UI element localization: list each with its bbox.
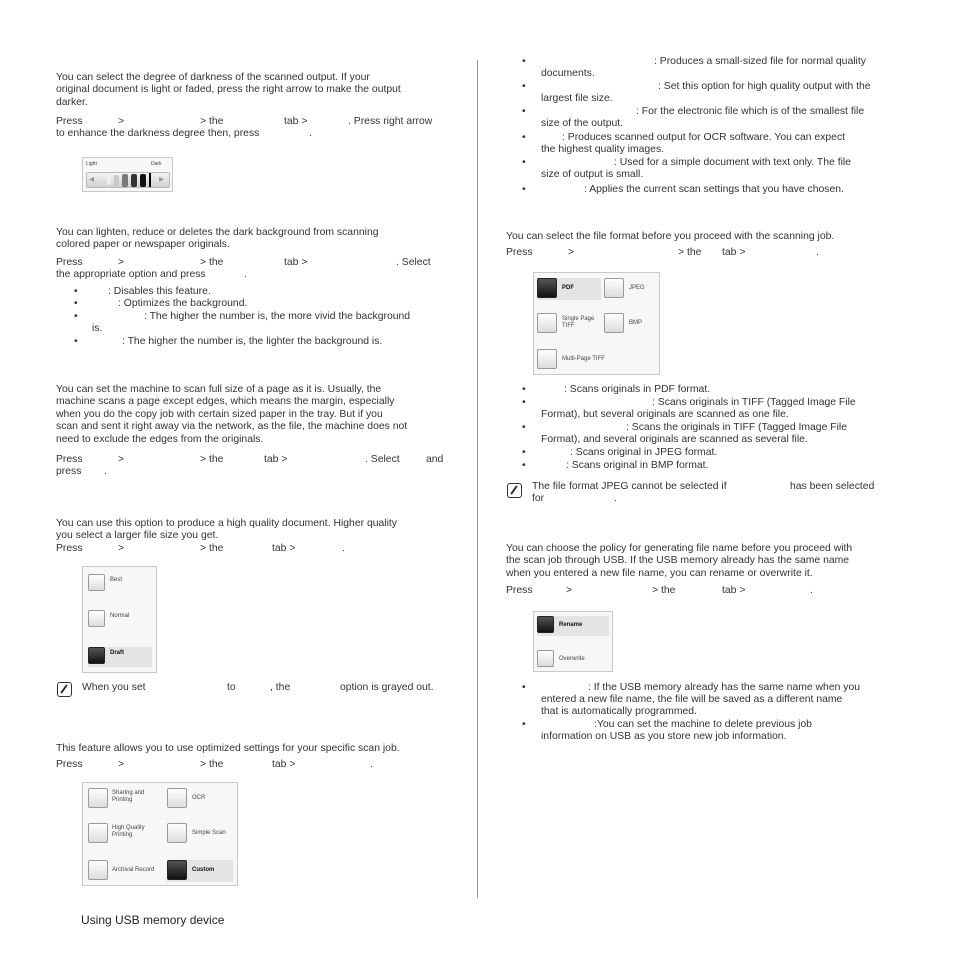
preset-option-archival-record[interactable]: Archival Record [88,860,158,882]
quality-description: You can use this option to produce a high quality document. Higher quality you select a larger file size you get. [56,518,397,542]
preset-options-panel [82,782,238,886]
edge-description: You can set the machine to scan full size of a page as it is. Usually, the machine scans a page except edges, which means the margin, especially when you do the copy job with certain sized paper in the tray. But if you scan and sent it right away via the network, as the file, the machine does not need to exclude the edges from the originals. [56,384,408,445]
policy-option-rename[interactable]: Rename [537,616,609,636]
note-icon [57,682,72,697]
darkness-slider[interactable] [86,172,170,188]
background-description: You can lighten, reduce or deletes the dark background from scanning colored paper or newspaper originals. [56,227,379,251]
format-option-pdf[interactable]: PDF [537,278,601,300]
dark-label: Dark [151,161,162,167]
page-footer: Using USB memory device [81,913,225,927]
column-divider [477,60,478,898]
right-arrow-icon[interactable]: ▸ [159,174,165,185]
note-icon [507,483,522,498]
left-arrow-icon[interactable]: ◂ [89,174,95,185]
preset-options-list: • : Produces a small-sized file for normal quality documents. • : Set this option for high quality output with the largest file size. • : For the electronic file which is of the smallest file size of the output. • : Produces scanned output for OCR software. You can expect the highest quality images. • : Used for a simple document with text only. The file size of output is small. • : Applies the current scan settings that you have chosen. [522,56,871,195]
preset-option-simple-scan[interactable]: Simple Scan [167,823,233,845]
policy-option-overwrite[interactable]: Overwrite [537,650,609,670]
policy-options-list: • : If the USB memory already has the same name when you entered a new file name, the file will be saved as a different name that is automatically programmed. • :You can set the machine to delete previous job information on USB as you store new job information. [522,682,861,742]
format-options-list: • : Scans originals in PDF format. • : Scans originals in TIFF (Tagged Image File Format), but several originals are scanned as one file. • : Scans the originals in TIFF (Tagged Image File Format), and several originals are scanned as several file. • : Scans original in JPEG format. • : Scans original in BMP format. [522,384,856,471]
preset-option-ocr[interactable]: OCR [167,788,233,810]
light-label: Light [86,161,97,167]
preset-option-custom[interactable]: Custom [167,860,233,882]
quality-option-normal[interactable]: Normal [88,610,152,630]
format-option-single-page-tiff[interactable]: Single Page TIFF [537,313,601,335]
preset-option-sharing-printing[interactable]: Sharing and Printing [88,788,158,810]
format-description: You can select the file format before you proceed with the scanning job. [506,231,835,242]
format-option-bmp[interactable]: BMP [604,313,656,335]
preset-description: This feature allows you to use optimized settings for your specific scan job. [56,743,400,754]
policy-options-panel [533,611,613,672]
format-option-multi-page-tiff[interactable]: Multi-Page TIFF [537,349,601,371]
format-options-panel [533,272,660,375]
quality-option-draft[interactable]: Draft [88,647,152,667]
quality-options-panel [82,566,157,673]
darkness-slider-panel [82,157,173,192]
preset-option-high-quality-printing[interactable]: High Quality Printing [88,823,158,845]
darkness-description: You can select the degree of darkness of the scanned output. If your original document is light or faded, press the right arrow to make the output darker. [56,72,401,108]
format-option-jpeg[interactable]: JPEG [604,278,656,300]
policy-description: You can choose the policy for generating file name before you proceed with the scan job through USB. If the USB memory already has the same name when you entered a new file name, you can rename or overwrite it. [506,543,853,579]
quality-option-best[interactable]: Best [88,574,152,594]
background-options-list: • : Disables this feature. • : Optimizes the background. • : The higher the number is, the more vivid the background is. • : The higher the number is, the lighter the background is. [74,286,411,347]
